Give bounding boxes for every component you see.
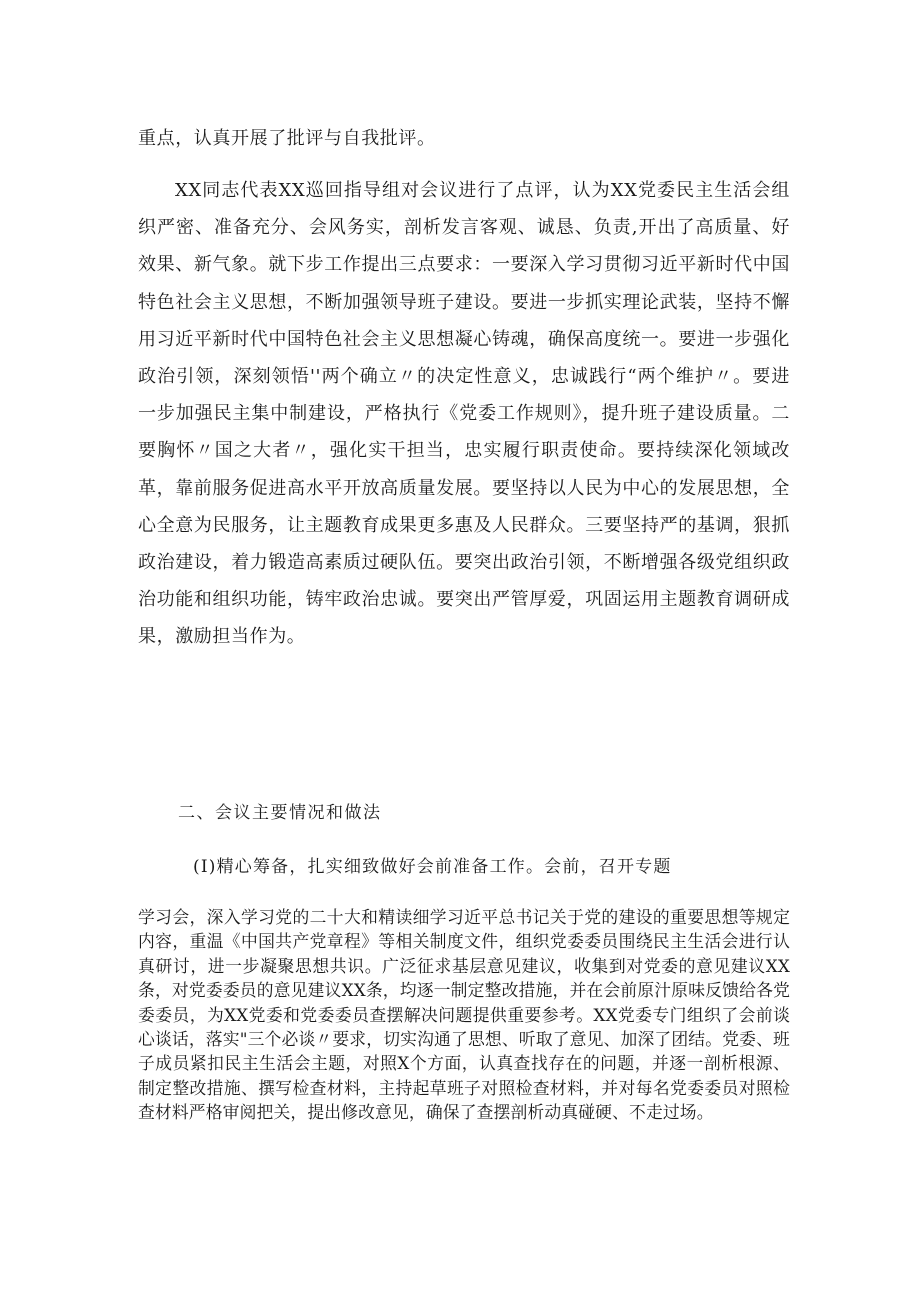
evaluation-paragraph: XX同志代表XX巡回指导组对会议进行了点评，认为XX党委民主生活会组织严密、准备充分、会风务实，剖析发言客观、诚恳、负责,开出了高质量、好效果、新气象。就下步工作提出三点要求：一要深入学习贯彻习近平新时代中国特色社会主义思想，不断加强领导班子建设。要进一步抓实理论武装，坚持不懈用习近平新时代中国特色社会主义思想凝心铸魂，确保高度统一。要进一步强化政治引领，深刻领悟''两个确立〃的决定性意义，忠诚践行“两个维护〃。要进一步加强民主集中制建设，严格执行《党委工作规则》，提升班子建设质量。二要胸怀〃国之大者〃，强化实干担当，忠实履行职责使命。要持续深化领域改革，靠前服务促进高水平开放高质量发展。要坚持以人民为中心的发展思想，全心全意为民服务，让主题教育成果更多惠及人民群众。三要坚持严的基调，狠抓政治建设，着力锻造高素质过硬队伍。要突出政治引领，不断增强各级党组织政治功能和组织功能，铸牢政治忠诚。要突出严管厚爱，巩固运用主题教育调研成果，激励担当作为。 bbox=[138, 180, 790, 648]
intro-line: 重点，认真开展了批评与自我批评。 bbox=[138, 128, 436, 149]
section-heading: 二、会议主要情况和做法 bbox=[178, 803, 382, 823]
preparation-paragraph: 学习会，深入学习党的二十大和精读细学习近平总书记关于党的建设的重要思想等规定内容，重温《中国共产党章程》等相关制度文件，组织党委委员围绕民主生活会进行认真研讨，进一步凝聚思想共识。广泛征求基层意见建议，收集到对党委的意见建议XX条，对党委委员的意见建议XX条，均逐一制定整改措施，并在会前原汁原味反馈给各党委委员，为XX党委和党委委员查摆解决问题提供重要参考。XX党委专门组织了会前谈心谈话，落实"三个必谈〃要求，切实沟通了思想、听取了意见、加深了团结。党委、班子成员紧扣民主生活会主题，对照X个方面，认真查找存在的问题，并逐一剖析根源、制定整改措施、撰写检查材料，主持起草班子对照检查材料，并对每名党委委员对照检查材料严格审阅把关，提出修改意见，确保了查摆剖析动真碰硬、不走过场。 bbox=[138, 907, 790, 1123]
subsection-heading: (I)精心筹备，扎实细致做好会前准备工作。会前，召开专题 bbox=[193, 857, 672, 877]
